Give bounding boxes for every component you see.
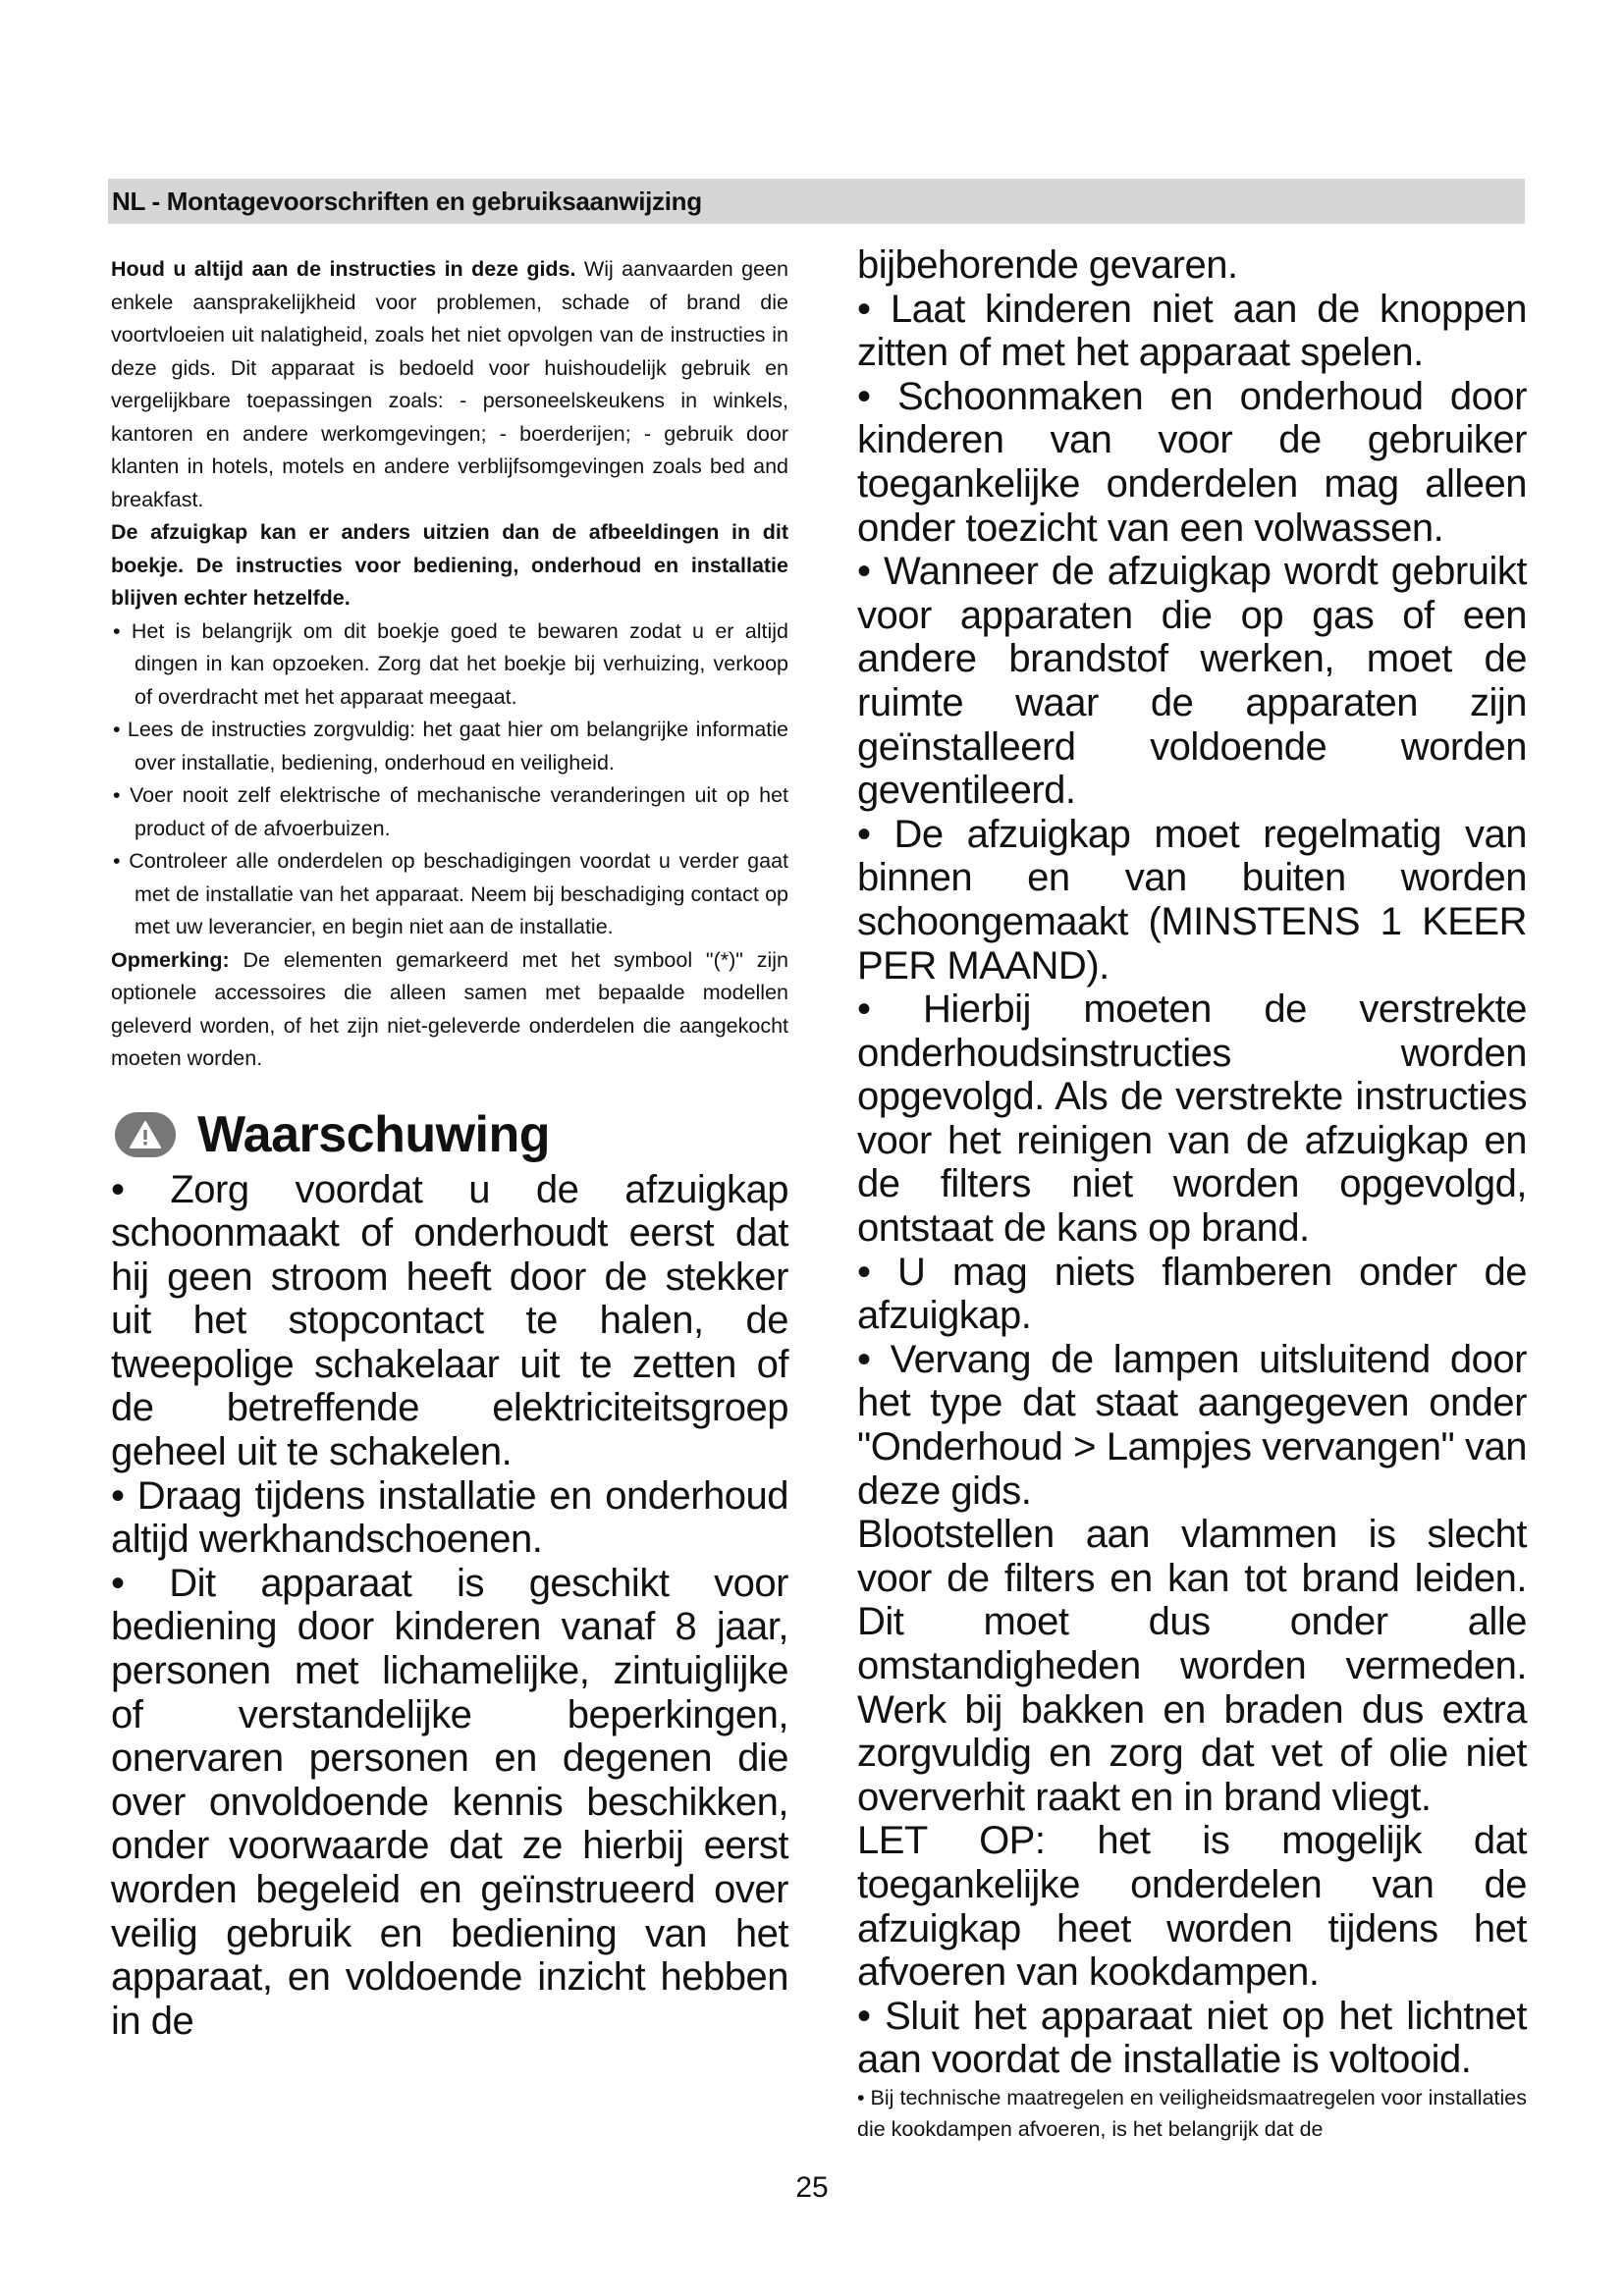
warning-bullet: • U mag niets flamberen onder de afzuigkap. (857, 1250, 1527, 1338)
remark-label: Opmerking: (111, 947, 230, 972)
warning-triangle-icon (115, 1112, 176, 1157)
warning-title: Waarschuwing (197, 1105, 551, 1163)
warning-bullet: • De afzuigkap moet regelmatig van binnen en van buiten worden schoongemaakt (MINSTENS 1 KEER PER MAAND). (857, 812, 1527, 988)
section-header-bar (108, 179, 1525, 224)
remark-text: De elementen gemarkeerd met het symbool "(*)" zijn optionele accessoires die alleen samen met bepaalde modellen geleverd worden, of het zijn niet-geleverde onderdelen die aangekocht moeten worden. (111, 947, 788, 1070)
warning-bullet: • Draag tijdens installatie en onderhoud altijd werkhandschoenen. (111, 1473, 788, 1562)
small-bullet: • Bij technische maatregelen en veiligheidsmaatregelen voor installaties die kookdampen afvoeren, is het belangrijk dat de (857, 2085, 1527, 2141)
small-bullet: • Lees de instructies zorgvuldig: het gaat hier om belangrijke informatie over installatie, bediening, onderhoud en veiligheid. (113, 718, 788, 774)
small-bullet: • Controleer alle onderdelen op beschadigingen voordat u verder gaat met de installatie van het apparaat. Neem bij beschadiging contact op met uw leverancier, en begin niet aan de installatie. (113, 849, 788, 938)
left-column (111, 253, 788, 2043)
small-bullet: • Het is belangrijk om dit boekje goed te bewaren zodat u er altijd dingen in kan opzoeken. Zorg dat het boekje bij verhuizing, verkoop of overdracht met het apparaat meegaat. (113, 618, 788, 709)
intro-text: Wij aanvaarden geen enkele aansprakelijkheid voor problemen, schade of brand die voortvloeien uit nalatigheid, zoals het niet opvolgen van de instructies in deze gids. Dit apparaat is bedoeld voor huishoudelijk gebruik en vergelijkbare toepassingen zoals: - personeelskeukens in winkels, kantoren en andere werkomgevingen; - boerderijen; - gebruik door klanten in hotels, motels en andere verblijfsomgevingen zoals bed and breakfast. (111, 257, 788, 511)
remark-paragraph (111, 944, 788, 1076)
right-column (857, 243, 1527, 2145)
warning-bullet: • Laat kinderen niet aan de knoppen zitten of met het apparaat spelen. (857, 287, 1527, 375)
intro-bold: Houd u altijd aan de instructies in deze gids. (111, 257, 576, 281)
intro-paragraph (111, 253, 788, 516)
warning-bullet: • Wanneer de afzuigkap wordt gebruikt voor apparaten die op gas of een andere brandstof werken, moet de ruimte waar de apparaten zijn geïnstalleerd voldoende worden geventileerd. (857, 550, 1527, 813)
let-op-paragraph: LET OP: het is mogelijk dat toegankelijke onderdelen van de afzuigkap heet worden tijdens het afvoeren van kookdampen. (857, 1819, 1527, 1995)
small-bullet: • Voer nooit zelf elektrische of mechanische veranderingen uit op het product of de afvoerbuizen. (113, 783, 788, 840)
warning-heading (111, 1103, 788, 1166)
warning-bullet: • Zorg voordat u de afzuigkap schoonmaakt of onderhoudt eerst dat hij geen stroom heeft door de stekker uit het stopcontact te halen, de tweepolige schakelaar uit te zetten of de betreffende elektriciteitsgroep geheel uit te schakelen. (111, 1167, 788, 1474)
warning-bullet: • Schoonmaken en onderhoud door kinderen van voor de gebruiker toegankelijke onderdelen mag alleen onder toezicht van een volwassen. (857, 374, 1527, 550)
warning-bullet: • Hierbij moeten de verstrekte onderhoudsinstructies worden opgevolgd. Als de verstrekte instructies voor het reinigen van de afzuigkap en de filters niet worden opgevolgd, ontstaat de kans op brand. (857, 988, 1527, 1251)
flame-paragraph: Blootstellen aan vlammen is slecht voor de filters en kan tot brand leiden. Dit moet dus onder alle omstandigheden worden vermeden. Werk bij bakken en braden dus extra zorgvuldig en zorg dat vet of olie niet oververhit raakt en in brand vliegt. (857, 1513, 1527, 1819)
notice-paragraph: De afzuigkap kan er anders uitzien dan de afbeeldingen in dit boekje. De instructies voor bediening, onderhoud en installatie blijven echter hetzelfde. (111, 520, 788, 610)
section-title: NL - Montagevoorschriften en gebruiksaanwijzing (112, 186, 702, 216)
page-number: 25 (795, 2171, 829, 2204)
warning-bullet: • Sluit het apparaat niet op het lichtnet aan voordat de installatie is voltooid. (857, 1994, 1527, 2082)
warning-bullet: • Vervang de lampen uitsluitend door het type dat staat aangegeven onder "Onderhoud > Lampjes vervangen" van deze gids. (857, 1337, 1527, 1513)
continuation-text: bijbehorende gevaren. (857, 243, 1238, 287)
warning-bullet: • Dit apparaat is geschikt voor bediening door kinderen vanaf 8 jaar, personen met lichamelijke, zintuiglijke of verstandelijke beperkingen, onervaren personen en degenen die over onvoldoende kennis beschikken, onder voorwaarde dat ze hierbij eerst worden begeleid en geïnstrueerd over veilig gebruik en bediening van het apparaat, en voldoende inzicht hebben in de (111, 1561, 788, 2043)
